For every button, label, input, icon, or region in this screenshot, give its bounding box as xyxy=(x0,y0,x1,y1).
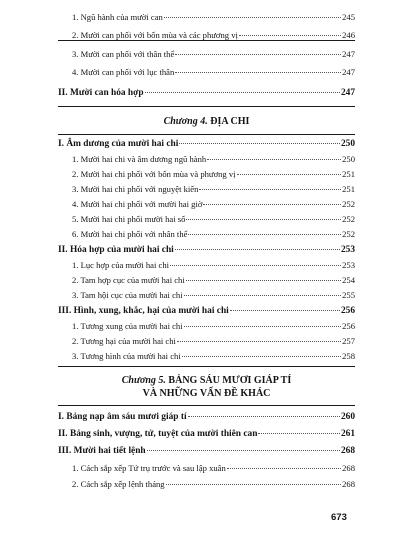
toc-entry xyxy=(58,275,355,285)
toc-entry-page: 250 xyxy=(342,154,355,164)
toc-entry-page: 254 xyxy=(342,275,355,285)
chapter-5-prefix: Chương 5. xyxy=(121,375,166,386)
toc-entry-page: 257 xyxy=(342,336,355,346)
dot-leader xyxy=(186,219,341,220)
toc-entry-title: II. Bảng sinh, vượng, tử, tuyệt của mười thiên can xyxy=(58,429,258,439)
chapter-5-heading xyxy=(58,375,355,387)
toc-entry xyxy=(58,199,355,209)
toc-entry xyxy=(58,306,355,316)
dot-leader xyxy=(175,54,341,55)
dot-leader xyxy=(188,234,341,235)
toc-entry-page: 253 xyxy=(342,260,355,270)
dot-leader xyxy=(230,310,340,311)
page-number: 673 xyxy=(331,512,347,523)
toc-entry-title: 2. Mười can phối với bốn mùa và các phương vị xyxy=(72,30,238,40)
toc-entry xyxy=(58,412,355,422)
toc-entry xyxy=(58,67,355,77)
dot-leader xyxy=(203,204,341,205)
dot-leader xyxy=(184,295,342,296)
toc-entry xyxy=(58,49,355,59)
dot-leader xyxy=(147,450,340,451)
toc-entry-title: 2. Mười hai chi phối với bốn mùa và phương vị xyxy=(72,169,236,179)
toc-entry-title: 5. Mười hai chi phối mười hai số xyxy=(72,214,186,224)
toc-entry-title: 1. Cách sắp xếp Tứ trụ trước và sau lập xuân xyxy=(72,463,226,473)
chapter-5-title-line2: VÀ NHỮNG VẤN ĐỀ KHÁC xyxy=(142,388,271,399)
toc-entry xyxy=(58,463,355,473)
toc-entry xyxy=(58,12,355,22)
toc-entry-page: 252 xyxy=(342,214,355,224)
dot-leader xyxy=(166,484,342,485)
toc-entry-title: 1. Tương xung của mười hai chi xyxy=(72,321,183,331)
divider xyxy=(58,40,355,41)
toc-entry-page: 253 xyxy=(340,245,355,255)
toc-entry-page: 268 xyxy=(342,463,355,473)
toc-entry-title: III. Mười hai tiết lệnh xyxy=(58,446,146,456)
toc-entry xyxy=(58,260,355,270)
chapter-4-heading xyxy=(58,116,355,128)
divider xyxy=(58,134,355,135)
toc-entry-title: II. Mười can hóa hợp xyxy=(58,88,144,98)
toc-entry-page: 246 xyxy=(342,30,355,40)
toc-entry-page: 261 xyxy=(340,429,355,439)
dot-leader xyxy=(258,433,340,434)
toc-entry-title: 3. Mười hai chi phối với nguyệt kiến xyxy=(72,184,199,194)
toc-entry-page: 252 xyxy=(342,229,355,239)
toc-entry-page: 268 xyxy=(340,446,355,456)
toc-entry xyxy=(58,184,355,194)
toc-entry-page: 258 xyxy=(342,351,355,361)
dot-leader xyxy=(177,341,341,342)
dot-leader xyxy=(237,174,342,175)
toc-entry-title: 2. Cách sắp xếp lệnh tháng xyxy=(72,479,165,489)
toc-entry xyxy=(58,336,355,346)
toc-entry xyxy=(58,88,355,98)
dot-leader xyxy=(186,280,341,281)
toc-entry-page: 247 xyxy=(342,49,355,59)
toc-entry-title: 1. Ngũ hành của mười can xyxy=(72,12,163,22)
toc-entry xyxy=(58,321,355,331)
toc-entry xyxy=(58,169,355,179)
toc-entry xyxy=(58,429,355,439)
divider xyxy=(58,366,355,367)
toc-entry-page: 256 xyxy=(340,306,355,316)
toc-entry-title: I. Bảng nạp âm sáu mươi giáp tí xyxy=(58,412,187,422)
dot-leader xyxy=(239,35,341,36)
chapter-4-prefix: Chương 4. xyxy=(163,116,208,127)
toc-entry-title: 3. Mười can phối với thân thể xyxy=(72,49,175,59)
toc-entry-page: 247 xyxy=(342,67,355,77)
toc-entry xyxy=(58,446,355,456)
toc-entry-title: 1. Lục hợp của mười hai chi xyxy=(72,260,170,270)
toc-entry-title: 4. Mười hai chi phối với mười hai giờ xyxy=(72,199,203,209)
toc-entry xyxy=(58,214,355,224)
chapter-5-title-line1: BẢNG SÁU MƯƠI GIÁP TÍ xyxy=(168,375,292,386)
dot-leader xyxy=(207,159,341,160)
dot-leader xyxy=(170,265,341,266)
toc-entry-page: 250 xyxy=(340,139,355,149)
toc-entry-page: 268 xyxy=(342,479,355,489)
toc-entry-title: 6. Mười hai chi phối với nhân thể xyxy=(72,229,188,239)
toc-entry xyxy=(58,479,355,489)
toc-entry xyxy=(58,229,355,239)
dot-leader xyxy=(179,143,340,144)
toc-entry xyxy=(58,139,355,149)
dot-leader xyxy=(175,72,341,73)
dot-leader xyxy=(175,249,340,250)
toc-entry-title: 1. Mười hai chi và âm dương ngũ hành xyxy=(72,154,207,164)
dot-leader xyxy=(227,468,341,469)
toc-entry-page: 247 xyxy=(340,88,355,98)
toc-entry-title: 4. Mười can phối với lục thân xyxy=(72,67,175,77)
toc-entry xyxy=(58,30,355,40)
toc-entry-page: 260 xyxy=(340,412,355,422)
divider xyxy=(58,405,355,406)
toc-entry xyxy=(58,290,355,300)
toc-entry xyxy=(58,351,355,361)
toc-entry-page: 245 xyxy=(342,12,355,22)
toc-entry xyxy=(58,154,355,164)
chapter-5-heading-line2 xyxy=(58,388,355,400)
toc-entry-title: 2. Tương hại của mười hai chi xyxy=(72,336,176,346)
dot-leader xyxy=(188,416,340,417)
toc-entry-title: III. Hình, xung, khắc, hại của mười hai chi xyxy=(58,306,229,316)
dot-leader xyxy=(145,92,340,93)
toc-entry-page: 251 xyxy=(342,169,355,179)
divider xyxy=(58,106,355,107)
toc-entry-page: 255 xyxy=(342,290,355,300)
toc-entry-page: 251 xyxy=(342,184,355,194)
toc-entry-title: II. Hóa hợp của mười hai chi xyxy=(58,245,174,255)
toc-entry-page: 256 xyxy=(342,321,355,331)
chapter-4-title: ĐỊA CHI xyxy=(210,116,250,127)
dot-leader xyxy=(182,356,341,357)
dot-leader xyxy=(199,189,341,190)
toc-entry-title: I. Âm dương của mười hai chi xyxy=(58,139,179,149)
toc-entry-title: 2. Tam hợp cục của mười hai chi xyxy=(72,275,185,285)
dot-leader xyxy=(184,326,341,327)
toc-entry-title: 3. Tương hình của mười hai chi xyxy=(72,351,181,361)
toc-entry xyxy=(58,245,355,255)
toc-entry-page: 252 xyxy=(342,199,355,209)
dot-leader xyxy=(164,17,341,18)
toc-entry-title: 3. Tam hội cục của mười hai chi xyxy=(72,290,183,300)
